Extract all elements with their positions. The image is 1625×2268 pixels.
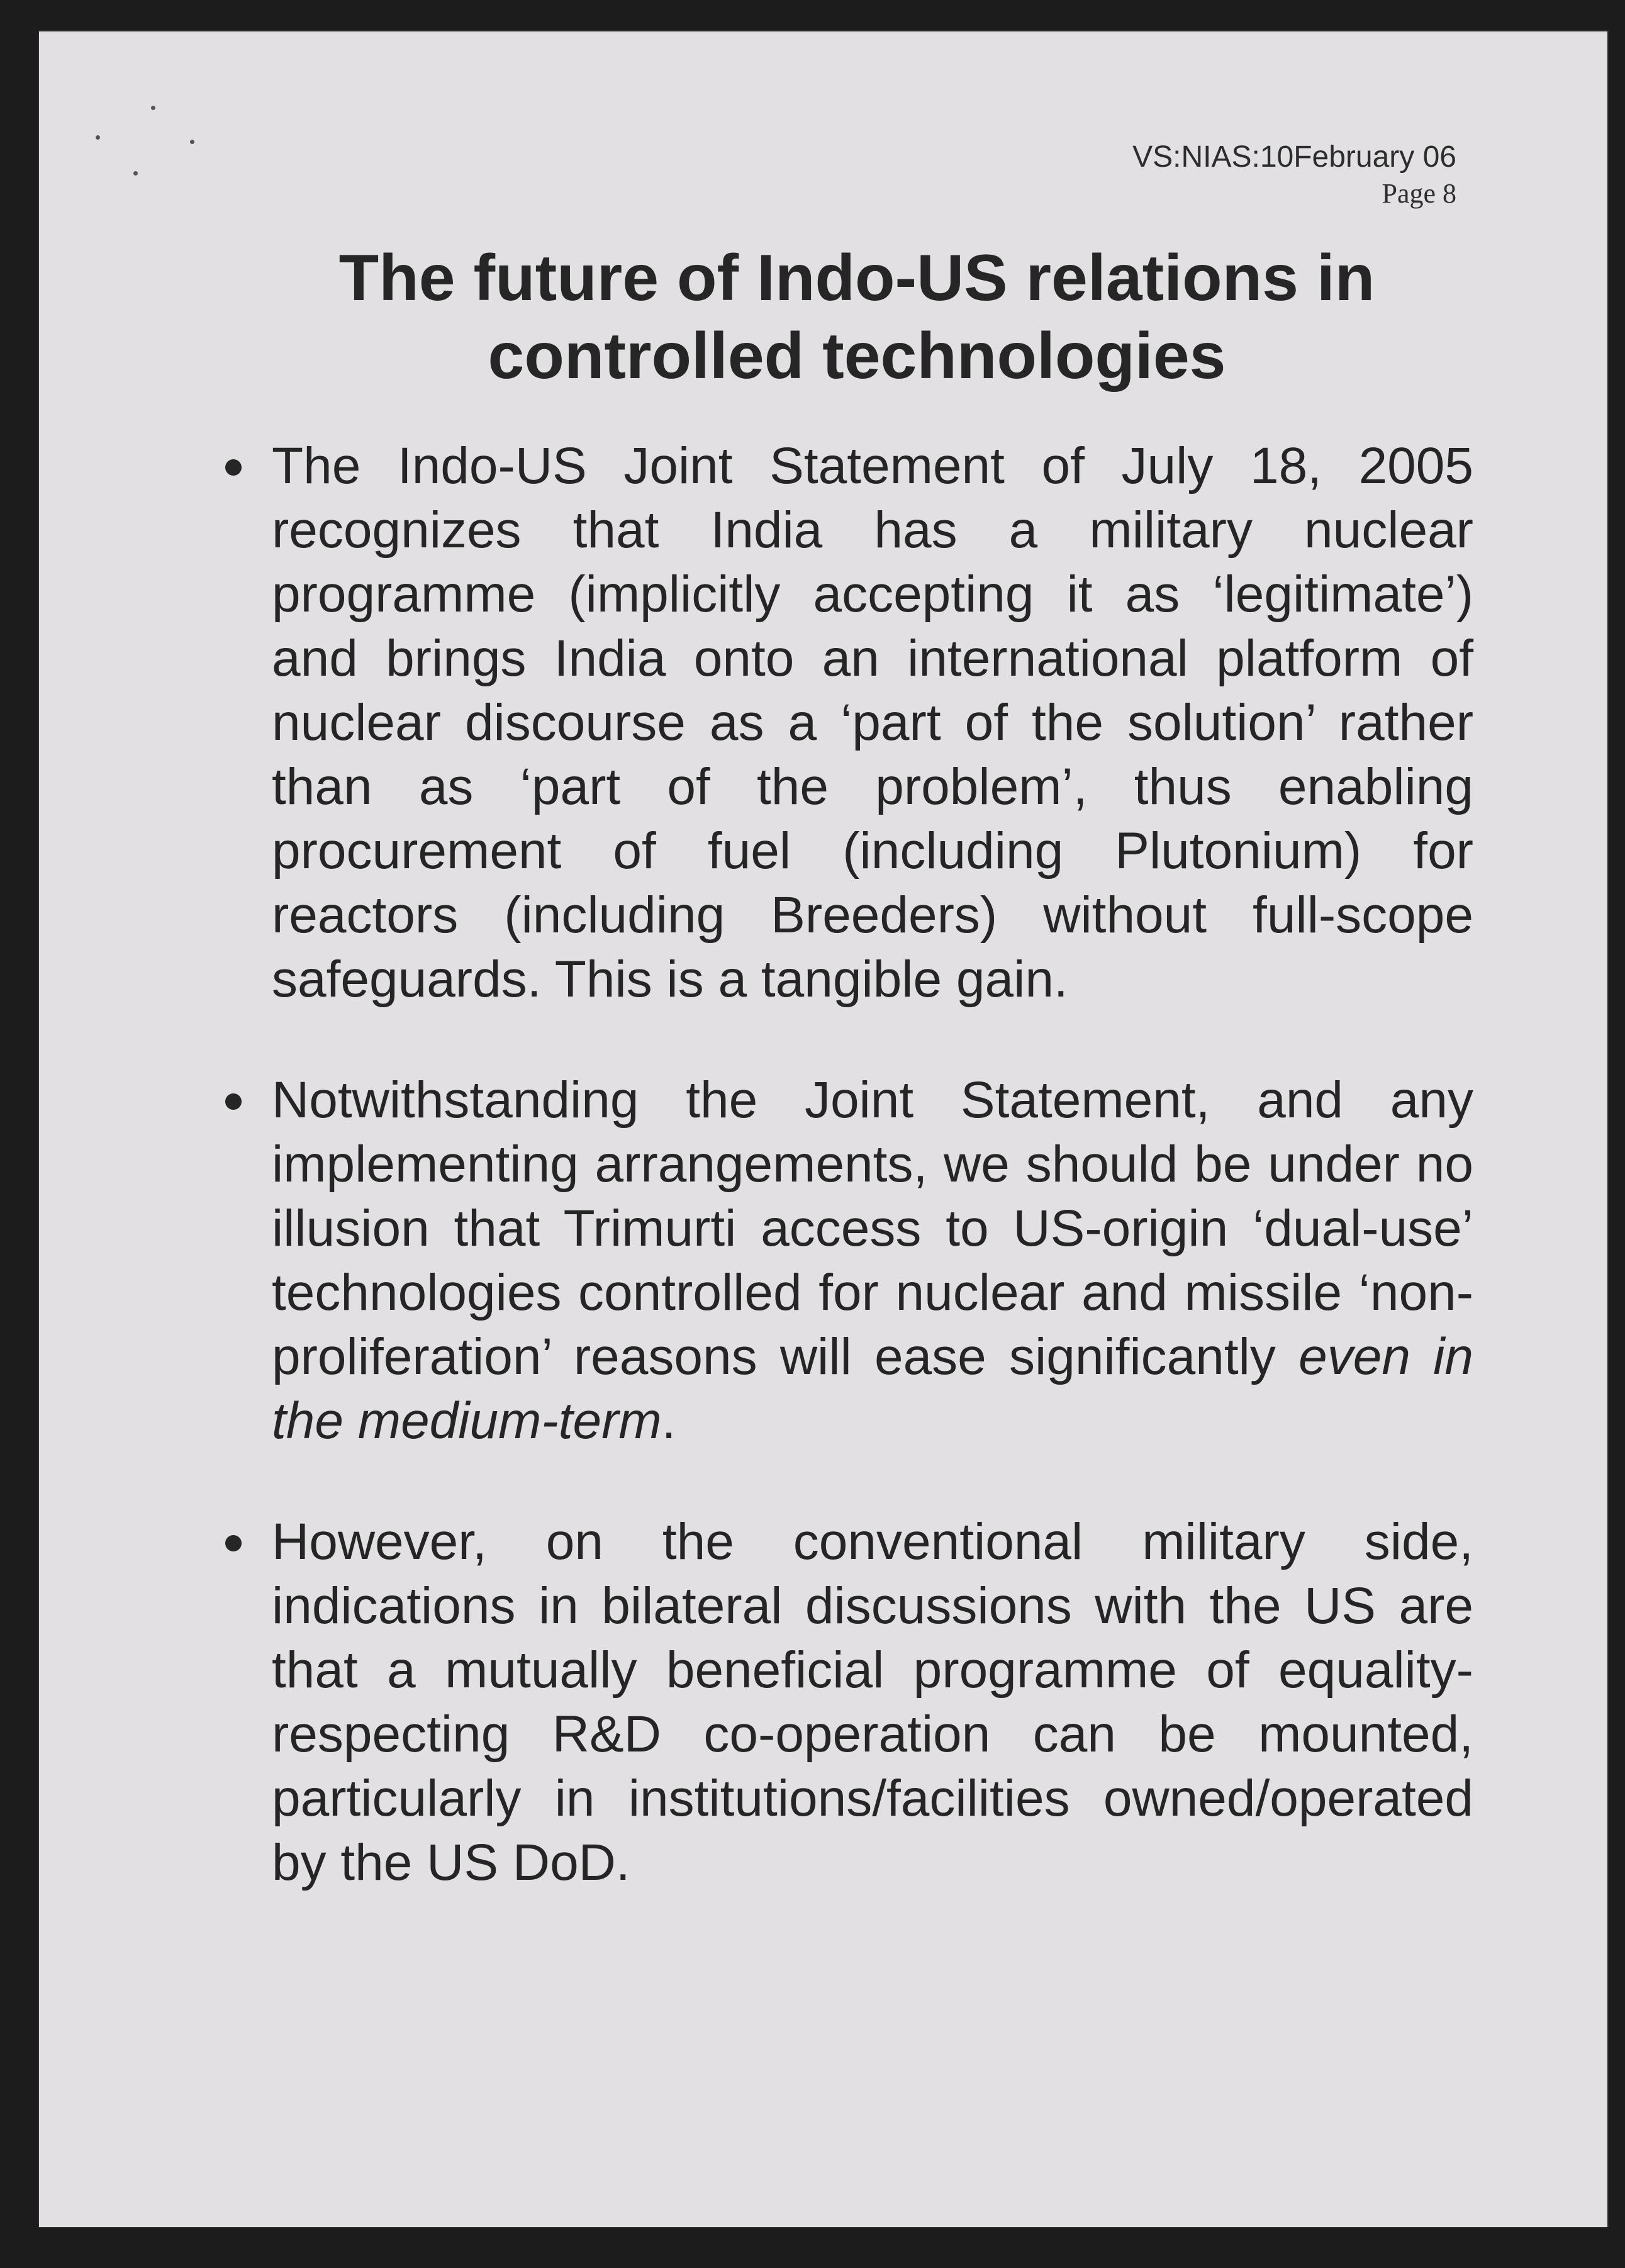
document-page <box>39 31 1607 2227</box>
bullet-icon <box>225 1535 242 1551</box>
bullet-text: However, on the conventional military side, indications in bilateral discussions with the US are that a mutually beneficial programme of equality-respecting R&D co-operation can be mounted, particularly in institutions/facilities owned/operated by the US DoD. <box>272 1513 1473 1891</box>
paper-speck <box>190 140 194 144</box>
title-line-2: controlled technologies <box>488 320 1226 393</box>
document-reference <box>1132 138 1456 211</box>
bullet-text-main: Notwithstanding the Joint Statement, and any implementing arrangements, we should be under no illusion that Trimurti access to US-origin ‘dual-use’ technologies controlled for nuclear and missile ‘non-proliferation’ reasons will ease significantly <box>272 1071 1473 1385</box>
bullet-text <box>272 1071 1473 1450</box>
page-title <box>165 239 1549 395</box>
paper-speck <box>133 171 138 176</box>
page-number: Page 8 <box>1382 178 1456 209</box>
paper-speck <box>151 106 155 110</box>
bullet-icon <box>225 459 242 476</box>
bullet-item-conventional <box>215 1510 1473 1895</box>
reference-code: VS:NIAS:10February 06 <box>1132 140 1456 174</box>
bullet-text-tail: . <box>661 1392 676 1450</box>
bullet-item-dual-use <box>215 1068 1473 1453</box>
bullet-emphasis: even in the medium-term <box>272 1328 1474 1450</box>
title-line-1: The future of Indo-US relations in <box>338 242 1375 315</box>
bullet-icon <box>225 1093 242 1110</box>
bullet-list <box>215 434 1473 1952</box>
paper-speck <box>96 135 100 140</box>
bullet-item-joint-statement <box>215 434 1473 1012</box>
bullet-text: The Indo-US Joint Statement of July 18, 2005 recognizes that India has a military nuclear programme (implicitly accepting it as ‘legitimate’) and brings India onto an international platform of nuclear discourse as a ‘part of the solution’ rather than as ‘part of the problem’, thus enabling procurement of fuel (including Plutonium) for reactors (including Breeders) without full-scope safeguards. This is a tangible gain. <box>272 437 1473 1008</box>
